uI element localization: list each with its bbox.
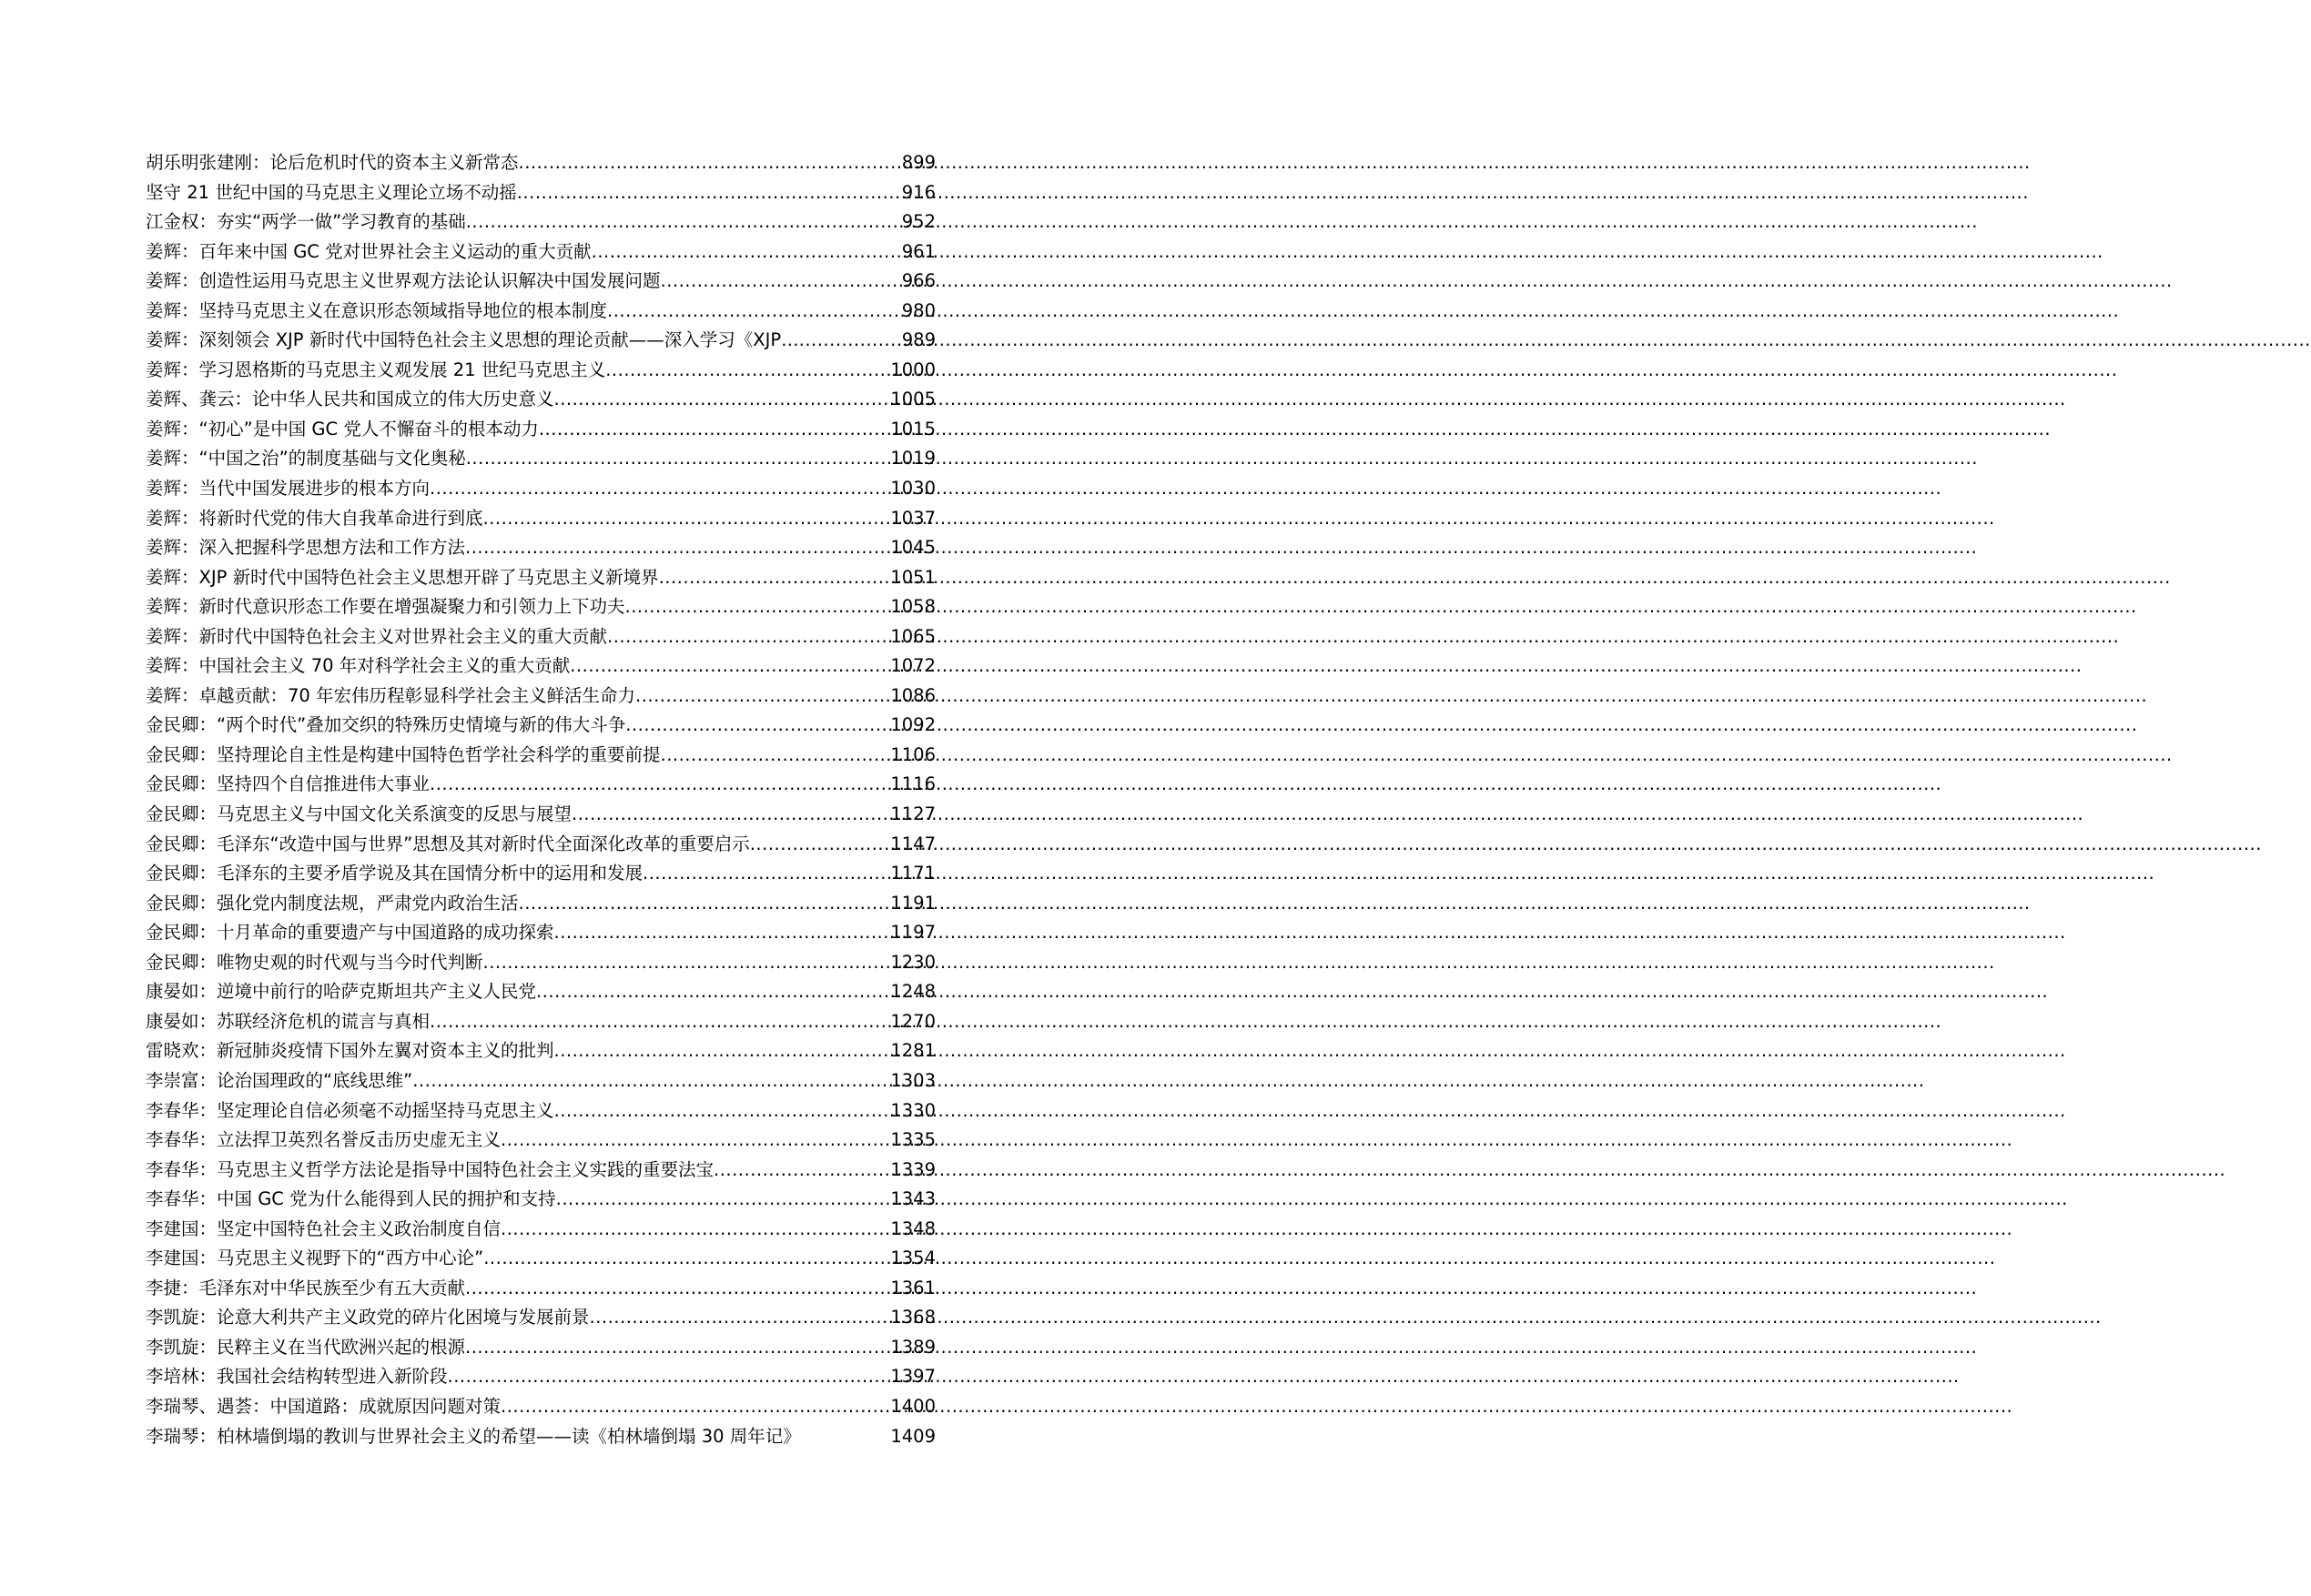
toc-entry-title: 李凯旋：民粹主义在当代欧洲兴起的根源 (146, 1336, 466, 1358)
toc-entry-page-number: 1086 (890, 684, 936, 706)
toc-entry-page-number: 1065 (890, 625, 936, 647)
toc-entry[interactable] (146, 622, 936, 652)
toc-entry-title: 李建国：马克思主义视野下的“西方中心论” (146, 1248, 484, 1269)
toc-entry-page-number: 1281 (890, 1040, 936, 1062)
toc-entry-title: 李瑞琴、遇荟：中国道路：成就原因问题对策 (146, 1395, 502, 1417)
toc-dot-leader (539, 415, 891, 445)
toc-entry[interactable] (146, 533, 936, 563)
toc-entry-title: 李春华：坚定理论自信必须毫不动摇坚持马克思主义 (146, 1099, 554, 1121)
toc-entry-page-number: 1037 (890, 507, 936, 529)
toc-entry-page-number: 1339 (890, 1158, 936, 1180)
toc-entry-title: 姜辉：将新时代党的伟大自我革命进行到底 (146, 507, 483, 529)
toc-entry[interactable] (146, 1333, 936, 1363)
toc-entry-page-number: 1030 (890, 478, 936, 500)
toc-entry[interactable] (146, 178, 936, 208)
toc-dot-leader (659, 563, 891, 593)
toc-entry-title: 李春华：立法捍卫英烈名誉反击历史虚无主义 (146, 1129, 502, 1151)
toc-entry-title: 姜辉：新时代中国特色社会主义对世界社会主义的重大贡献 (146, 625, 608, 647)
toc-entry-page-number: 1397 (890, 1366, 936, 1388)
toc-entry-title: 姜辉：深入把握科学思想方法和工作方法 (146, 537, 466, 559)
toc-dot-leader (501, 1126, 890, 1156)
toc-dot-leader (466, 207, 902, 237)
toc-entry-title: 姜辉：深刻领会 XJP 新时代中国特色社会主义思想的理论贡献——深入学习《XJP… (146, 329, 799, 351)
toc-entry[interactable] (146, 237, 936, 268)
toc-entry-page-number: 1330 (890, 1099, 936, 1121)
toc-entry-page-number: 1348 (890, 1217, 936, 1239)
toc-entry-page-number: 1368 (890, 1307, 936, 1328)
toc-dot-leader (799, 326, 902, 356)
toc-dot-leader (554, 385, 891, 415)
toc-entry[interactable] (146, 1303, 936, 1333)
toc-dot-leader (554, 918, 891, 948)
toc-entry[interactable] (146, 1185, 936, 1215)
toc-entry-title: 雷晓欢：新冠肺炎疫情下国外左翼对资本主义的批判 (146, 1040, 554, 1062)
toc-entry-title: 姜辉：坚持马克思主义在意识形态领域指导地位的根本制度 (146, 299, 608, 321)
toc-entry[interactable] (146, 1036, 936, 1066)
toc-entry-title: 金民卿：强化党内制度法规，严肃党内政治生活 (146, 892, 519, 914)
toc-entry-title: 金民卿：十月革命的重要遗产与中国道路的成功探索 (146, 922, 554, 944)
toc-dot-leader (714, 1156, 890, 1186)
toc-entry-page-number: 1051 (890, 566, 936, 588)
toc-dot-leader (519, 148, 902, 178)
toc-entry[interactable] (146, 504, 936, 534)
toc-entry-page-number: 980 (901, 299, 936, 321)
toc-entry[interactable] (146, 1156, 936, 1186)
toc-entry-title: 姜辉：中国社会主义 70 年对科学社会主义的重大贡献 (146, 655, 571, 677)
toc-entry-page-number: 1354 (890, 1248, 936, 1269)
toc-entry-page-number: 1389 (890, 1336, 936, 1358)
toc-entry[interactable] (146, 1007, 936, 1037)
toc-entry-page-number: 1106 (890, 743, 936, 765)
toc-entry-title: 李凯旋：论意大利共产主义政党的碎片化困境与发展前景 (146, 1307, 590, 1328)
toc-entry-title: 李瑞琴：柏林墙倒塌的教训与世界社会主义的希望——读《柏林墙倒塌 30 周年记》 (146, 1425, 801, 1447)
toc-entry-page-number: 961 (901, 240, 936, 262)
toc-entry-page-number: 899 (901, 152, 936, 173)
toc-entry[interactable] (146, 356, 936, 386)
toc-entry[interactable] (146, 1392, 936, 1422)
toc-dot-leader (501, 1215, 890, 1245)
toc-entry[interactable] (146, 297, 936, 327)
toc-entry-page-number: 1000 (890, 359, 936, 380)
toc-dot-leader (483, 504, 891, 534)
toc-entry[interactable] (146, 326, 936, 356)
toc-dot-leader (483, 1244, 890, 1274)
toc-entry[interactable] (146, 830, 936, 860)
toc-entry[interactable] (146, 563, 936, 593)
toc-dot-leader (430, 770, 890, 800)
toc-dot-leader (592, 237, 902, 268)
toc-entry-title: 康晏如：苏联经济危机的谎言与真相 (146, 1010, 431, 1032)
toc-entry-title: 姜辉：创造性运用马克思主义世界观方法论认识解决中国发展问题 (146, 270, 661, 292)
toc-entry-title: 姜辉、龚云：论中华人民共和国成立的伟大历史意义 (146, 389, 554, 410)
toc-entry-title: 姜辉：当代中国发展进步的根本方向 (146, 478, 431, 500)
toc-entry-page-number: 952 (901, 211, 936, 233)
toc-dot-leader (430, 1007, 890, 1037)
toc-entry-page-number: 1400 (890, 1395, 936, 1417)
toc-entry-title: 姜辉：百年来中国 GC 党对世界社会主义运动的重大贡献 (146, 240, 592, 262)
toc-entry-title: 金民卿：唯物史观的时代观与当今时代判断 (146, 951, 483, 973)
toc-entry[interactable] (146, 948, 936, 978)
toc-entry-page-number: 1335 (890, 1129, 936, 1151)
toc-entry-title: 李春华：马克思主义哲学方法论是指导中国特色社会主义实践的重要法宝 (146, 1158, 715, 1180)
toc-dot-leader (501, 1392, 890, 1422)
toc-dot-leader (536, 977, 890, 1007)
toc-dot-leader (554, 1036, 891, 1066)
toc-entry-page-number: 1270 (890, 1010, 936, 1032)
toc-entry-title: 坚守 21 世纪中国的马克思主义理论立场不动摇 (146, 181, 517, 203)
toc-dot-leader (643, 859, 890, 889)
toc-entry[interactable] (146, 1274, 936, 1304)
toc-entry-page-number: 1015 (890, 418, 936, 439)
toc-entry-page-number: 1191 (890, 892, 936, 914)
toc-dot-leader (465, 533, 890, 563)
toc-entry-page-number: 1361 (890, 1277, 936, 1298)
toc-entry[interactable] (146, 859, 936, 889)
toc-dot-leader (412, 1066, 890, 1096)
toc-entry-page-number: 1197 (890, 922, 936, 944)
toc-dot-leader (556, 1185, 891, 1215)
toc-entry-title: 金民卿：毛泽东的主要矛盾学说及其在国情分析中的运用和发展 (146, 863, 644, 884)
toc-dot-leader (625, 592, 891, 622)
toc-entry-page-number: 1343 (890, 1188, 936, 1210)
toc-entry-page-number: 989 (901, 329, 936, 351)
toc-entry[interactable] (146, 415, 936, 445)
toc-dot-leader (607, 297, 902, 327)
toc-dot-leader (607, 622, 890, 652)
toc-entry-title: 江金权：夯实“两学一做”学习教育的基础 (146, 211, 466, 233)
toc-entry-title: 李崇富：论治国理政的“底线思维” (146, 1069, 413, 1091)
toc-entry-title: 金民卿：马克思主义与中国文化关系演变的反思与展望 (146, 803, 573, 825)
toc-dot-leader (465, 1333, 890, 1363)
toc-entry-page-number: 1230 (890, 951, 936, 973)
toc-entry-page-number: 1058 (890, 596, 936, 618)
toc-entry-title: 金民卿：坚持四个自信推进伟大事业 (146, 773, 431, 795)
toc-entry-page-number: 1171 (890, 863, 936, 884)
toc-dot-leader (554, 1096, 891, 1126)
toc-dot-leader (570, 652, 890, 682)
toc-entry[interactable] (146, 1422, 936, 1452)
toc-entry-page-number: 1248 (890, 981, 936, 1003)
toc-entry-title: 金民卿：毛泽东“改造中国与世界”思想及其对新时代全面深化改革的重要启示 (146, 833, 750, 854)
toc-entry-title: 金民卿：坚持理论自主性是构建中国特色哲学社会科学的重要前提 (146, 743, 661, 765)
toc-entry[interactable] (146, 711, 936, 741)
toc-entry[interactable] (146, 1096, 936, 1126)
toc-entry-page-number: 916 (901, 181, 936, 203)
toc-entry-title: 康晏如：逆境中前行的哈萨克斯坦共产主义人民党 (146, 981, 537, 1003)
toc-dot-leader (448, 1362, 891, 1392)
toc-dot-leader (483, 948, 891, 978)
toc-dot-leader (605, 356, 890, 386)
toc-dot-leader (661, 267, 902, 297)
toc-entry[interactable] (146, 918, 936, 948)
toc-entry[interactable] (146, 385, 936, 415)
toc-entry-title: 姜辉：新时代意识形态工作要在增强凝聚力和引领力上下功夫 (146, 596, 625, 618)
toc-dot-leader (519, 889, 891, 919)
toc-entry[interactable] (146, 652, 936, 682)
toc-entry-page-number: 1045 (890, 537, 936, 559)
toc-dot-leader (430, 474, 890, 504)
toc-dot-leader (625, 711, 890, 741)
toc-entry-title: 姜辉：卓越贡献：70 年宏伟历程彰显科学社会主义鲜活生命力 (146, 684, 636, 706)
toc-entry-title: 李春华：中国 GC 党为什么能得到人民的拥护和支持 (146, 1188, 556, 1210)
toc-entry[interactable] (146, 1126, 936, 1156)
toc-entry-title: 姜辉：“中国之治”的制度基础与文化奥秘 (146, 448, 466, 470)
toc-entry-title: 金民卿：“两个时代”叠加交织的特殊历史情境与新的伟大斗争 (146, 714, 626, 736)
toc-entry[interactable] (146, 207, 936, 237)
toc-entry-page-number: 966 (901, 270, 936, 292)
toc-entry[interactable] (146, 148, 936, 178)
toc-entry-page-number: 1409 (890, 1425, 936, 1447)
toc-entry[interactable] (146, 889, 936, 919)
toc-dot-leader (517, 178, 902, 208)
toc-entry[interactable] (146, 1244, 936, 1274)
toc-dot-leader (572, 800, 890, 830)
toc-entry[interactable] (146, 741, 936, 771)
toc-entry-page-number: 1303 (890, 1069, 936, 1091)
toc-dot-leader (466, 444, 891, 474)
toc-entry-title: 李捷：毛泽东对中华民族至少有五大贡献 (146, 1277, 466, 1298)
toc-entry-page-number: 1019 (890, 448, 936, 470)
toc-entry-page-number: 1116 (890, 773, 936, 795)
toc-entry-title: 李培林：我国社会结构转型进入新阶段 (146, 1366, 448, 1388)
toc-entry[interactable] (146, 1362, 936, 1392)
toc-entry[interactable] (146, 592, 936, 622)
toc-entry[interactable] (146, 1215, 936, 1245)
toc-entry[interactable] (146, 474, 936, 504)
toc-dot-leader (635, 682, 890, 712)
toc-dot-leader (750, 830, 891, 860)
table-of-contents (146, 148, 936, 1451)
toc-entry-title: 姜辉：XJP 新时代中国特色社会主义思想开辟了马克思主义新境界 (146, 566, 659, 588)
toc-entry-title: 姜辉：“初心”是中国 GC 党人不懈奋斗的根本动力 (146, 418, 539, 439)
toc-entry-page-number: 1147 (890, 833, 936, 854)
toc-entry[interactable] (146, 1066, 936, 1096)
toc-dot-leader (590, 1303, 891, 1333)
toc-entry[interactable] (146, 977, 936, 1007)
toc-entry-title: 姜辉：学习恩格斯的马克思主义观发展 21 世纪马克思主义 (146, 359, 606, 380)
toc-entry[interactable] (146, 800, 936, 830)
toc-dot-leader (465, 1274, 890, 1304)
toc-entry-title: 李建国：坚定中国特色社会主义政治制度自信 (146, 1217, 502, 1239)
toc-entry-page-number: 1072 (890, 655, 936, 677)
toc-entry-page-number: 1005 (890, 389, 936, 410)
toc-entry[interactable] (146, 444, 936, 474)
toc-entry-page-number: 1092 (890, 714, 936, 736)
toc-entry[interactable] (146, 267, 936, 297)
toc-entry[interactable] (146, 770, 936, 800)
toc-entry-title: 胡乐明张建刚：论后危机时代的资本主义新常态 (146, 152, 519, 173)
toc-entry-page-number: 1127 (890, 803, 936, 825)
toc-entry[interactable] (146, 682, 936, 712)
toc-dot-leader (661, 741, 891, 771)
